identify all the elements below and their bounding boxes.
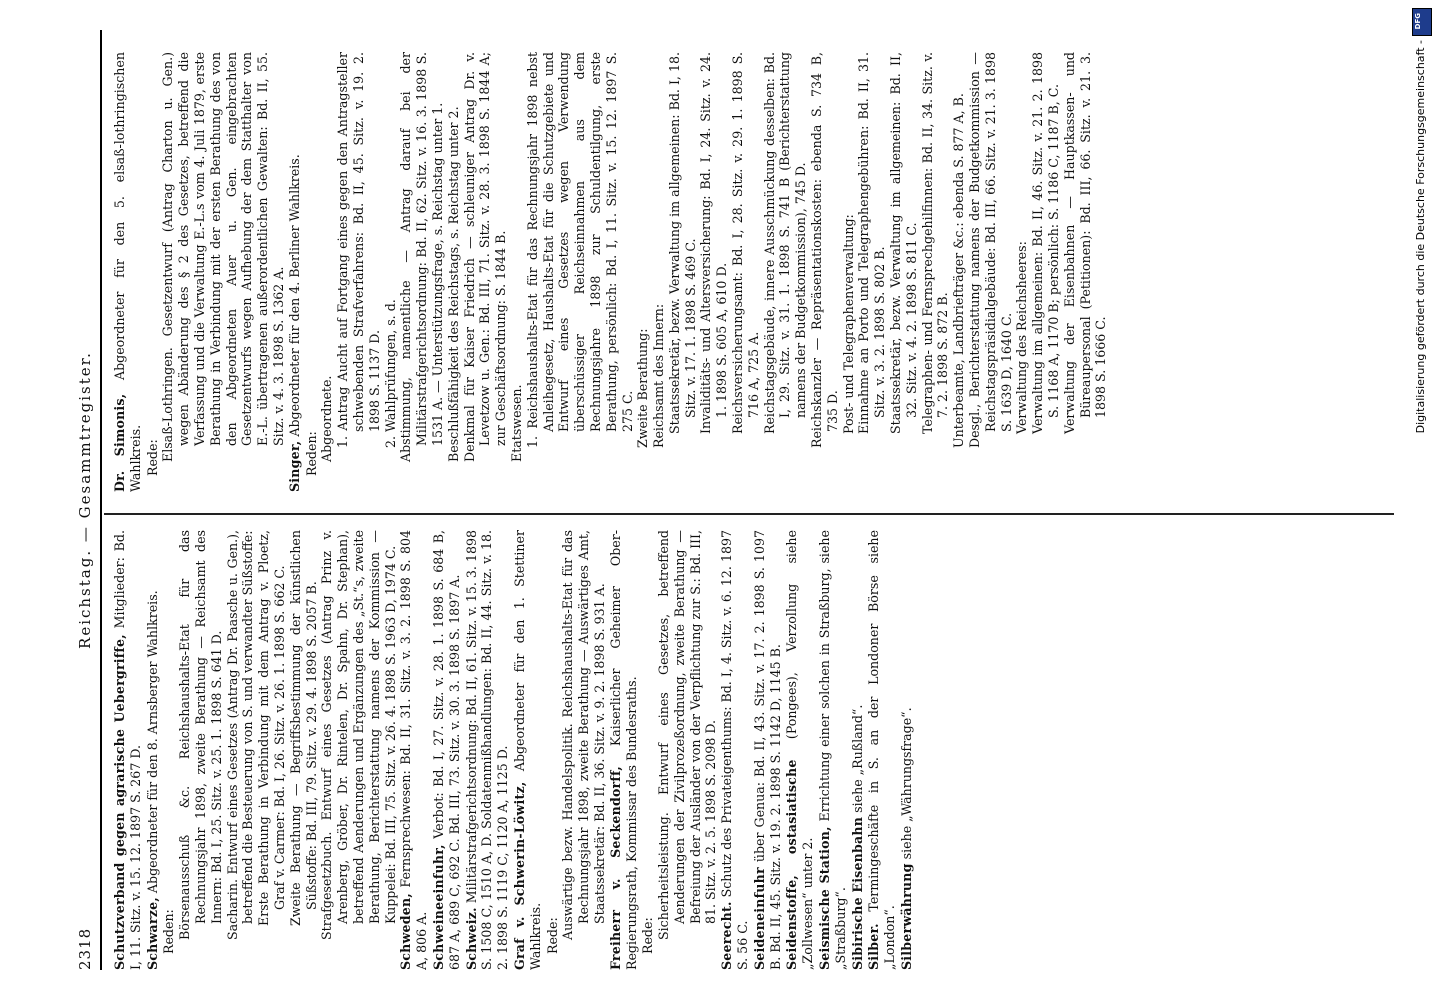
entry-heading: Seerecht. <box>719 901 735 970</box>
register-subentry <box>335 52 382 448</box>
register-subentry <box>304 52 320 476</box>
entry-text: Verbot: Bd. I, 27. Sitz. v. 28. 1. 1898 S. 684 B, 687 A, 689 C, 692 C. Bd. III, 73. Sitz. v. 30. 3. 1898 S. 1897 A. <box>430 530 462 970</box>
register-entry <box>145 530 161 970</box>
entry-heading: Silberwährung <box>899 863 915 970</box>
register-entry <box>719 530 751 970</box>
entry-text: Post- und Telegraphenverwaltung: <box>840 214 856 434</box>
entry-text: Abgeordneter für den 4. Berliner Wahlkreis. <box>286 154 302 437</box>
entry-text: Abgeordnete. <box>319 375 335 462</box>
register-entry <box>287 52 303 492</box>
entry-text: Einnahme an Porto und Telegraphengebühren: Bd. II, 31. Sitz. v. 3. 2. 1898 S. 802 B. <box>856 52 888 434</box>
left-column <box>112 530 1392 970</box>
register-subentry <box>383 52 399 448</box>
entry-text: Abgeordneter für den 8. Arnsberger Wahlkreis. <box>144 590 160 894</box>
entry-text: Strafgesetzbuch. Entwurf eines Gesetzes (Antrag Prinz v. Arenberg, Gröber, Dr. Rintelen, Dr. Spahn, Dr. Stephan), betreffend Aenderungen und Ergänzungen des „St.“s, zweite Berathung, Berichterstattung namens der Kommission — Kuppelei: Bd. III, 75. Sitz. v. 26. 4. 1898 S. 1963 D, 1974 C. <box>319 530 398 940</box>
register-subentry <box>225 530 257 940</box>
entry-text: Rede: <box>144 439 160 476</box>
column-rule <box>104 514 1394 516</box>
entry-text: siehe „Rußland“. <box>849 704 865 813</box>
entry-heading: Seismische Station, <box>817 826 833 970</box>
entry-text: (Pongees), Verzollung siehe „Zollwesen“ unter 2. <box>784 530 816 970</box>
register-entry <box>817 530 849 970</box>
register-subentry <box>1062 52 1109 434</box>
register-subentry <box>1030 52 1062 434</box>
register-subentry <box>319 530 398 940</box>
entry-text: Verwaltung der Eisenbahnen — Hauptkassen- und Büreaupersonal (Petitionen): Bd. III, 66. Sitz. v. 21. 3. 1898 S. 1666 C. <box>1061 52 1109 434</box>
entry-heading: Schweden, <box>398 893 414 970</box>
entry-text: Telegraphen- und Fernsprechgehilfinnen: Bd. II, 34. Sitz. v. 7. 2. 1898 S. 872 B. <box>919 52 951 434</box>
register-entry <box>512 530 544 970</box>
register-subentry <box>525 52 636 448</box>
entry-heading: Silber. <box>866 923 882 970</box>
entry-text: Abgeordneter für den 1. Stettiner Wahlkreis. <box>511 530 543 970</box>
register-subentry <box>667 52 699 434</box>
register-subentry <box>145 52 161 476</box>
entry-text: Zweite Berathung — Begriffsbestimmung der künstlichen Süßstoffe: Bd. III, 79. Sitz. v. 29. 4. 1898 S. 2057 B. <box>287 530 319 926</box>
register-subentry <box>762 52 809 434</box>
entry-text: Etatswesen. <box>508 384 524 462</box>
entry-heading: Freiherr v. Seckendorff, <box>607 766 623 970</box>
register-subentry <box>319 52 335 462</box>
entry-text: Elsaß-Lothringen. Gesetzentwurf (Antrag Charton u. Gen.) wegen Abänderung des § 2 des Gesetzes, betreffend die Verfassung und die Verwaltung E.-L.s vom 4. Juli 1879, erste Berathung in Verbindung mit der ersten Berathung des von den Abgeordneten Auer u. Gen. eingebrachten Gesetzentwurfs wegen Aufhebung der dem Statthalter von E.-L. übertragenen außerordentlichen Gewalten: Bd. II, 55. Sitz. v. 4. 3. 1898 S. 1362 A. <box>160 52 286 462</box>
entry-text: 1. Antrag Aucht auf Fortgang eines gegen den Antragsteller schwebenden Strafverfahrens: Bd. II, 45. Sitz. v. 19. 2. 1898 S. 1137 D. <box>335 52 382 448</box>
register-subentry <box>841 52 857 434</box>
entry-text: Beschlußfähigkeit des Reichstags, s. Reichstag unter 2. <box>445 106 461 462</box>
entry-heading: Schwarze, <box>144 897 160 970</box>
register-subentry <box>509 52 525 462</box>
entry-text: Schutz des Privateigenthums: Bd. I, 4. Sitz. v. 6. 12. 1897 S. 56 C. <box>719 530 751 970</box>
entry-text: Abstimmung, namentliche — Antrag darauf bei der Militärstrafgerichtsordnung: Bd. II, 62. Sitz. v. 16. 3. 1898 S. 1531 A. — Unterstützungsfrage, s. Reichstag unter 1. <box>398 52 445 462</box>
register-subentry <box>640 530 656 954</box>
entry-heading: Sibirische Eisenbahn <box>849 816 865 970</box>
register-entry <box>608 530 640 970</box>
register-entry <box>112 52 144 492</box>
register-subentry <box>635 52 651 448</box>
register-subentry <box>651 52 667 448</box>
register-entry <box>112 530 144 970</box>
entry-text: Rede: <box>640 917 656 954</box>
entry-heading: Dr. Simonis, <box>112 393 127 492</box>
entry-text: Reichsamt des Innern: <box>651 303 667 448</box>
entry-text: 2. Wahlprüfungen, s. d. <box>382 299 398 448</box>
register-subentry <box>560 530 607 940</box>
entry-heading: Schutzverband gegen agrarische Uebergriffe, <box>112 634 127 970</box>
register-subentry <box>160 52 286 462</box>
register-entry <box>866 530 898 970</box>
entry-heading: Seidenstoffe, ostasiatische <box>784 759 800 970</box>
entry-text: Rede: <box>544 917 560 954</box>
running-head <box>70 30 100 970</box>
entry-text: Staatssekretär, bezw. Verwaltung im allgemeinen: Bd. I, 18. Sitz. v. 17. 1. 1898 S. 469 C. <box>666 52 698 434</box>
register-subentry <box>545 530 561 954</box>
entry-text: Reichskanzler — Repräsentationskosten: ebenda S. 734 B, 735 D. <box>809 52 840 448</box>
entry-text: Unterbeamte, Landbriefträger &c.: ebenda S. 877 A, B. <box>951 93 967 448</box>
entry-heading: Graf v. Schwerin-Löwitz, <box>511 781 527 970</box>
entry-text: Reden: <box>303 431 319 476</box>
entry-text: über Genua: Bd. II, 43. Sitz. v. 17. 2. 1898 S. 1097 B. Bd. II, 45. Sitz. v. 19. 2. 1898 S. 1142 D, 1145 B. <box>751 530 783 970</box>
register-subentry <box>398 52 445 462</box>
entry-text: Sicherheitsleistung. Entwurf eines Gesetzes, betreffend Aenderungen der Zivilprozeßordnung, zweite Berathung — Befreiung der Ausländer von der Verpflichtung zur S.: Bd. III, 81. Sitz. v. 2. 5. 1898 S. 2098 D. <box>656 530 719 940</box>
entry-text: Abgeordneter für den 5. elsaß-lothringischen Wahlkreis. <box>112 52 143 492</box>
register-subentry <box>1014 52 1030 434</box>
entry-text: Mitglieder: Bd. I, 11. Sitz. v. 15. 12. 1897 S. 267 D. <box>112 530 143 970</box>
header-rule <box>100 30 102 970</box>
register-entry <box>784 530 816 970</box>
entry-text: Denkmal für Kaiser Friedrich — schleuniger Antrag Dr. v. Levetzow u. Gen.: Bd. III, 71. Sitz. v. 28. 3. 1898 S. 1844 A; zur Geschäftsordnung: S. 1844 B. <box>461 52 509 462</box>
register-subentry <box>809 52 841 448</box>
page-number: 2318 <box>76 927 94 970</box>
register-entry <box>752 530 784 970</box>
entry-text: Termingeschäfte in S. an der Londoner Börse siehe „London“. <box>866 530 898 970</box>
entry-text: Reden: <box>161 909 177 954</box>
entry-text: Militärstrafgerichtsordnung: Bd. II, 61. Sitz. v. 15. 3. 1898 S. 1508 C, 1510 A, D. Soldatenmißhandlungen: Bd. II, 44. Sitz. v. 18. 2. 1898 S. 1119 C, 1120 A, 1125 D. <box>463 530 511 970</box>
entry-heading: Seideneinfuhr <box>751 867 767 970</box>
entry-text: 1. Reichshaushalts-Etat für das Rechnungsjahr 1898 nebst Anleihegesetz, Haushalts-Etat für die Schutzgebiete und Entwurf eines Gesetzes wegen Verwendung überschüssiger Reichseinnahmen aus dem Rechnungsjahre 1898 zur Schuldentilgung, erste Berathung, persönlich: Bd. I, 11. Sitz. v. 15. 12. 1897 S. 275 C. <box>524 52 635 448</box>
entry-text: Zweite Berathung: <box>635 328 651 448</box>
entry-text: Börsenausschuß &c. Reichshaushalts-Etat für das Rechnungsjahr 1898, zweite Berathung — Reichsamt des Innern: Bd. I, 25. Sitz. v. 25. 1. 1898 S. 641 D. <box>177 530 224 940</box>
register-entry <box>398 530 430 970</box>
register-page <box>70 30 1400 970</box>
digitization-sidebar <box>1412 0 1434 1000</box>
register-subentry <box>256 530 288 926</box>
register-entry <box>431 530 463 970</box>
register-subentry <box>698 52 730 434</box>
digitization-note: Digitalisierung gefördert durch die Deutsche Forschungsgemeinschaft - <box>1414 40 1427 434</box>
entry-heading: Singer, <box>286 440 302 492</box>
entry-text: Auswärtige bezw. Handelspolitik. Reichshaushalts-Etat für das Rechnungsjahr 1898, zweite Berathung — Auswärtiges Amt, Staatssekretär: Bd. II, 36. Sitz. v. 9. 2. 1898 S. 931 A. <box>560 530 607 940</box>
register-subentry <box>288 530 320 926</box>
entry-heading: Schweiz. <box>463 907 479 970</box>
register-subentry <box>177 530 224 940</box>
entry-text: Reichstagsgebäude, innere Ausschmückung desselben: Bd. I, 29. Sitz. v. 31. 1. 1898 S. 741 B (Berichterstattung namens der Budgetkommission), 745 D. <box>761 52 809 434</box>
right-column <box>112 52 1392 492</box>
register-subentry <box>656 530 719 940</box>
register-subentry <box>730 52 762 434</box>
dfg-logo-text: DFG <box>1414 13 1422 30</box>
entry-text: Desgl., Berichterstattung namens der Budgetkommission — Reichstagspräsidialgebäude: Bd. III, 66. Sitz. v. 21. 3. 1898 S. 1639 D, 1640 C. <box>967 52 1014 448</box>
entry-text: Staatssekretär, bezw. Verwaltung im allgemeinen: Bd. II, 32. Sitz. v. 4. 2. 1898 S. 811 C. <box>888 52 919 434</box>
register-subentry <box>920 52 952 434</box>
register-subentry <box>161 530 177 954</box>
register-subentry <box>462 52 509 462</box>
entry-text: Kaiserlicher Geheimer Ober-Regierungsrath, Kommissar des Bundesraths. <box>607 530 639 970</box>
entry-heading: Schweineeinfuhr, <box>430 844 446 970</box>
register-subentry <box>856 52 888 434</box>
register-entry <box>850 530 866 970</box>
entry-text: Sacharin. Entwurf eines Gesetzes (Antrag Dr. Paasche u. Gen.), betreffend die Besteuerung von S. und verwandter Süßstoffe: <box>224 530 256 940</box>
register-subentry <box>951 52 967 448</box>
entry-text: Invaliditäts- und Altersversicherung: Bd. I, 24. Sitz. v. 24. 1. 1898 S. 605 A, 610 D. <box>698 52 730 434</box>
dfg-logo-icon <box>1412 8 1432 36</box>
entry-text: Verwaltung des Reichsheeres: <box>1014 241 1030 434</box>
register-subentry <box>446 52 462 462</box>
register-subentry <box>967 52 1014 448</box>
entry-text: Verwaltung im allgemeinen: Bd. II, 46. Sitz. v. 21. 2. 1898 S. 1168 A, 1170 B; persönlich: S. 1186 C, 1187 B, C. <box>1030 52 1062 434</box>
entry-text: siehe „Währungsfrage“. <box>899 707 915 860</box>
entry-text: Erste Berathung in Verbindung mit dem Antrag v. Ploetz, Graf v. Carmer: Bd. I, 26. Sitz. v. 26. 1. 1898 S. 662 C. <box>256 530 287 926</box>
running-title: Reichstag. — Gesammtregister. <box>76 351 94 649</box>
register-subentry <box>888 52 920 434</box>
entry-text: Fernsprechwesen: Bd. II, 31. Sitz. v. 3. 2. 1898 S. 804 A, 806 A. <box>398 530 430 970</box>
entry-text: Errichtung einer solchen in Straßburg, siehe „Straßburg“. <box>817 530 848 970</box>
register-entry <box>899 530 915 970</box>
entry-text: Reichsversicherungsamt: Bd. I, 28. Sitz. v. 29. 1. 1898 S. 716 A, 725 A. <box>730 52 761 434</box>
register-entry <box>464 530 511 970</box>
